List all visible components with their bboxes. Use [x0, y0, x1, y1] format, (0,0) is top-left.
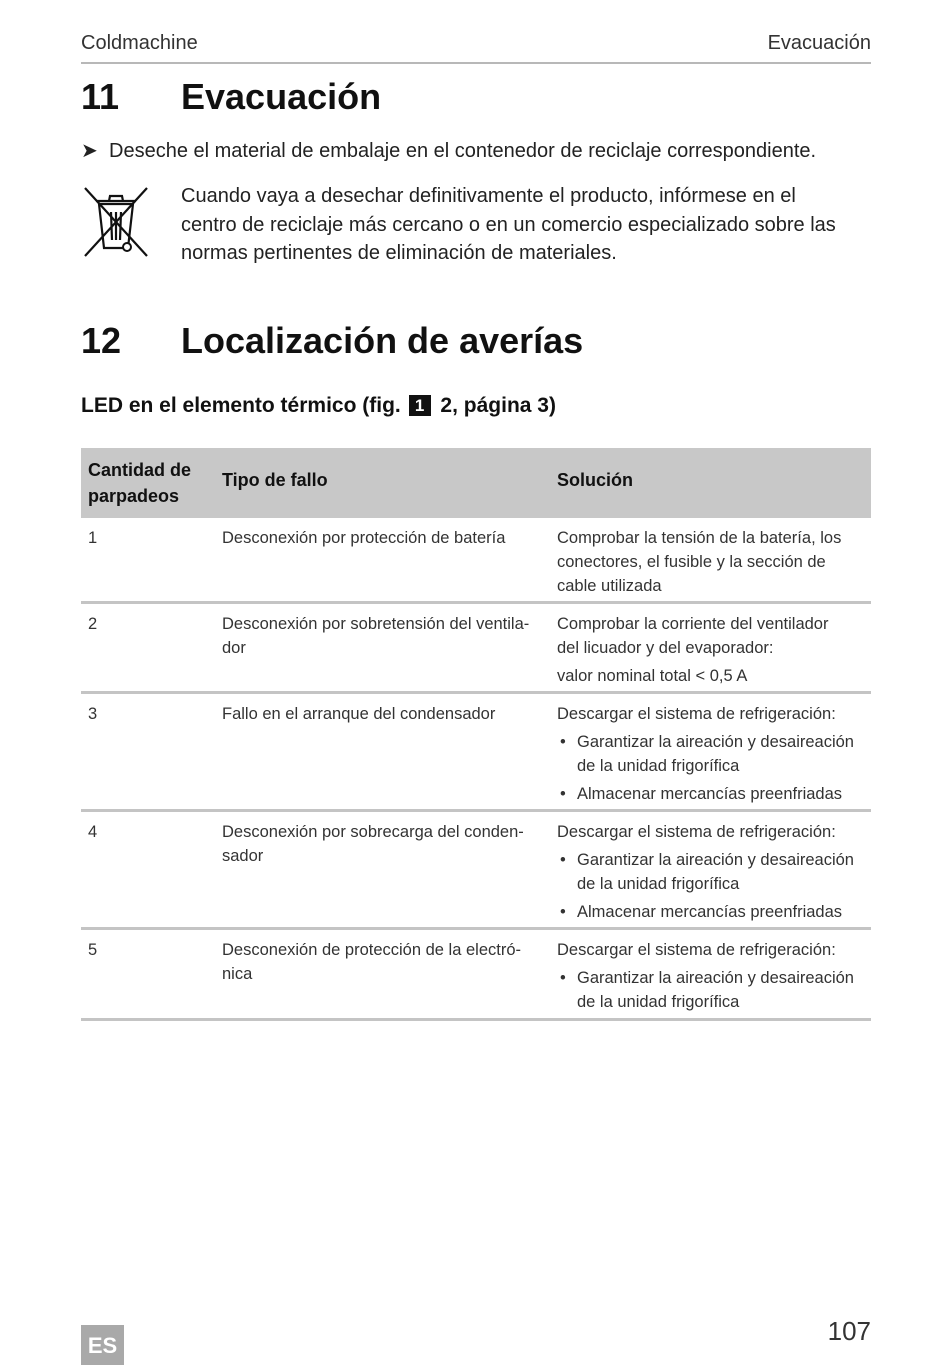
- solution-bullet-list: [557, 730, 871, 806]
- solution-line: Descargar el sistema de refrigeración:: [557, 705, 836, 723]
- table-row: [81, 930, 871, 1021]
- subheading-text: LED en el elemento térmico (fig.: [81, 394, 401, 417]
- disposal-instruction: [81, 138, 881, 163]
- solution-bullet: [557, 730, 871, 778]
- language-tab: ES: [81, 1325, 124, 1365]
- bullet-line: • Garantizar la aireación y desaireación: [577, 851, 854, 869]
- blink-count: 2: [88, 615, 98, 633]
- bullet-line: • Garantizar la aireación y desaireación: [577, 969, 854, 987]
- fault-type: [222, 702, 552, 726]
- solution-bullet: [557, 900, 871, 924]
- page-number: 107: [827, 1316, 871, 1346]
- fault-line: Desconexión por protección de batería: [222, 529, 506, 547]
- solution-line: Descargar el sistema de refrigeración:: [557, 823, 836, 841]
- header-product-name: Coldmachine: [81, 32, 198, 54]
- header-blink-count-line: parpadeos: [88, 486, 180, 506]
- arrow-right-icon: ➤: [81, 140, 98, 162]
- fault-line: Fallo en el arranque del condensador: [222, 705, 496, 723]
- solution: [557, 526, 871, 598]
- fault-type: [222, 938, 552, 986]
- bullet-line: de la unidad frigorífica: [577, 993, 740, 1011]
- blink-count: 1: [88, 529, 98, 547]
- fault-type: [222, 612, 552, 660]
- solution-bullet: [557, 966, 871, 1014]
- section-11-title: Evacuación: [181, 76, 382, 117]
- table-header-row: [81, 448, 871, 518]
- fault-line: Desconexión por sobrecarga del conden-: [222, 823, 524, 841]
- fault-table: [81, 448, 871, 1021]
- table-row: [81, 604, 871, 694]
- crossed-out-wheelie-bin-icon: [81, 184, 151, 260]
- solution-line: Comprobar la corriente del ventilador: [557, 615, 829, 633]
- solution-line: conectores, el fusible y la sección de: [557, 553, 826, 571]
- disposal-note: [81, 182, 871, 272]
- fault-type: [222, 526, 552, 550]
- blink-count: 3: [88, 705, 98, 723]
- solution: [557, 612, 871, 688]
- bullet-line: • Garantizar la aireación y desaireación: [577, 733, 854, 751]
- header-solution: Solución: [557, 470, 633, 490]
- bullet-line: • Almacenar mercancías preenfriadas: [577, 903, 843, 921]
- fault-type: [222, 820, 552, 868]
- header-fault-type: Tipo de fallo: [222, 470, 328, 490]
- header-blink-count: [88, 457, 213, 509]
- solution: [557, 938, 871, 1018]
- blink-count: 4: [88, 823, 98, 841]
- solution-line: del licuador y del evaporador:: [557, 639, 774, 657]
- figure-number-badge: 1: [409, 395, 431, 416]
- table-row: [81, 518, 871, 604]
- header-blink-count-line: Cantidad de: [88, 460, 192, 480]
- fault-line: dor: [222, 639, 246, 657]
- disposal-text: [181, 182, 881, 268]
- disposal-text-line: centro de reciclaje más cercano o en un comercio especializado sobre las: [181, 213, 836, 236]
- header-section-name: Evacuación: [767, 32, 871, 54]
- section-11-number: 11: [81, 76, 120, 117]
- disposal-text-line: normas pertinentes de eliminación de materiales.: [181, 242, 617, 264]
- solution-line: Comprobar la tensión de la batería, los: [557, 529, 842, 547]
- bullet-line: • Almacenar mercancías preenfriadas: [577, 785, 843, 803]
- bullet-line: de la unidad frigorífica: [577, 757, 740, 775]
- bullet-line: de la unidad frigorífica: [577, 875, 740, 893]
- fault-line: sador: [222, 847, 264, 865]
- solution-bullet: [557, 848, 871, 896]
- table-row: [81, 812, 871, 930]
- solution-line: Descargar el sistema de refrigeración:: [557, 941, 836, 959]
- page-header: [81, 30, 871, 64]
- led-subheading: [81, 394, 556, 418]
- disposal-text-line: Cuando vaya a desechar definitivamente el producto, infórmese en el: [181, 185, 796, 207]
- section-12-number: 12: [81, 320, 122, 361]
- subheading-text-end: 2, página 3): [440, 394, 556, 417]
- blink-count: 5: [88, 941, 98, 959]
- table-row: [81, 694, 871, 812]
- instruction-text: Deseche el material de embalaje en el contenedor de reciclaje correspondiente.: [109, 140, 817, 162]
- solution-line: cable utilizada: [557, 577, 662, 595]
- solution-bullet-list: [557, 966, 871, 1014]
- section-12-title: Localización de averías: [181, 320, 584, 361]
- fault-line: nica: [222, 965, 253, 983]
- solution-nominal-value: valor nominal total < 0,5 A: [557, 667, 748, 685]
- solution-bullet-list: [557, 848, 871, 924]
- solution: [557, 820, 871, 928]
- solution: [557, 702, 871, 810]
- fault-line: Desconexión por sobretensión del ventila-: [222, 615, 530, 633]
- fault-line: Desconexión de protección de la electró-: [222, 941, 522, 959]
- solution-bullet: [557, 782, 871, 806]
